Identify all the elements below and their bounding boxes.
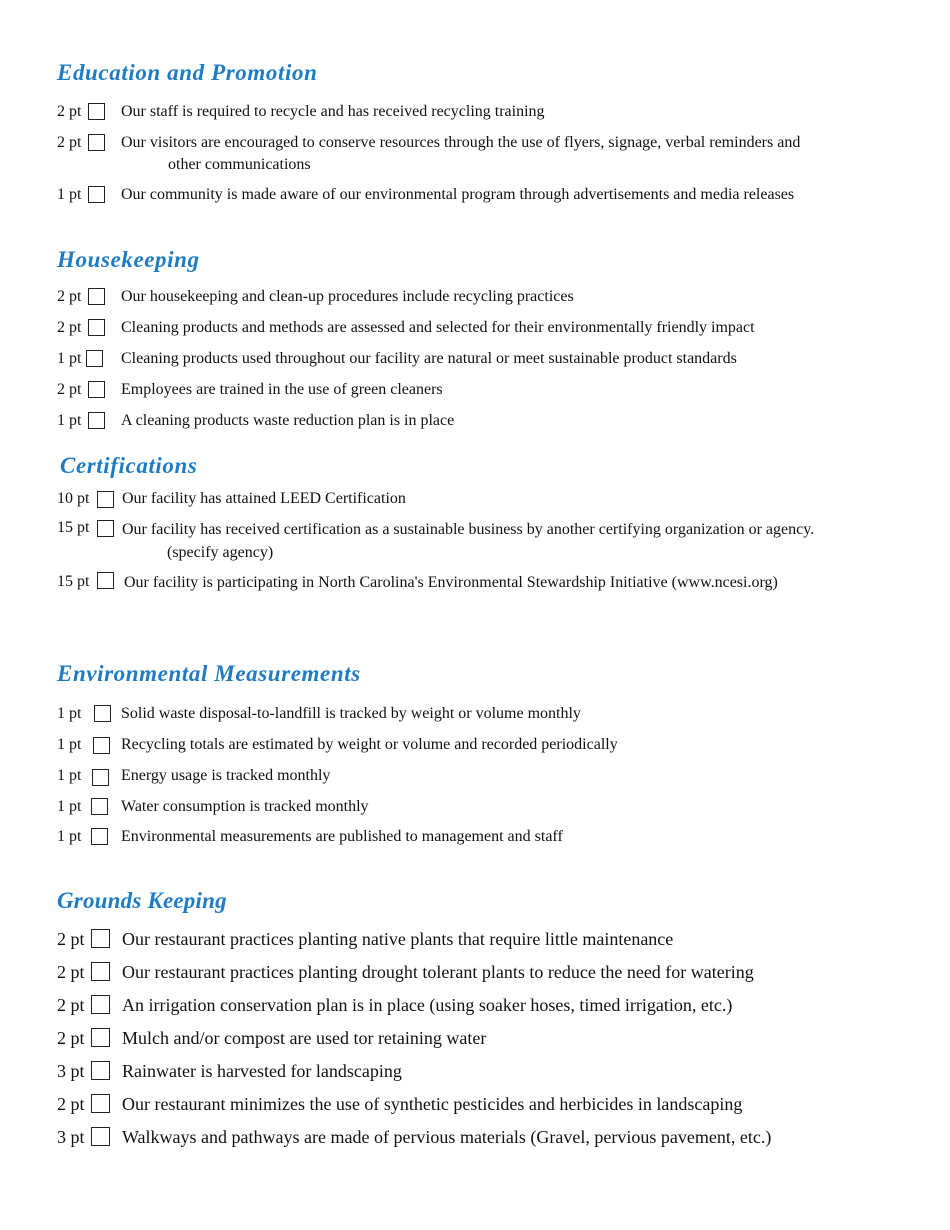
item-text: Solid waste disposal-to-landfill is tracked by weight or volume monthly bbox=[121, 705, 581, 722]
item-text: Walkways and pathways are made of pervious materials (Gravel, pervious pavement, etc.) bbox=[122, 1127, 772, 1147]
checkbox[interactable] bbox=[88, 134, 105, 151]
item-text: Our restaurant practices planting drought tolerant plants to reduce the need for watering bbox=[122, 962, 754, 982]
points-label: 2 pt bbox=[57, 1028, 85, 1048]
item-text: Mulch and/or compost are used tor retaining water bbox=[122, 1028, 487, 1048]
item-text: A cleaning products waste reduction plan is in place bbox=[121, 412, 455, 429]
item-text: Our housekeeping and clean-up procedures include recycling practices bbox=[121, 288, 574, 305]
item-text: Our facility has attained LEED Certification bbox=[122, 490, 406, 507]
section-title-environmental-measurements: Environmental Measurements bbox=[57, 661, 361, 686]
points-label: 15 pt bbox=[57, 519, 90, 536]
checkbox[interactable] bbox=[91, 995, 110, 1014]
checkbox[interactable] bbox=[97, 491, 114, 508]
points-label: 2 pt bbox=[57, 381, 82, 398]
points-label: 1 pt bbox=[57, 798, 82, 815]
checkbox[interactable] bbox=[97, 520, 114, 537]
item-text: Recycling totals are estimated by weight or volume and recorded periodically bbox=[121, 736, 618, 753]
points-label: 3 pt bbox=[57, 1061, 85, 1081]
points-label: 1 pt bbox=[57, 350, 82, 367]
checkbox[interactable] bbox=[91, 1127, 110, 1146]
points-label: 1 pt bbox=[57, 767, 82, 784]
points-label: 1 pt bbox=[57, 186, 82, 203]
checkbox[interactable] bbox=[91, 962, 110, 981]
points-label: 2 pt bbox=[57, 288, 82, 305]
checkbox[interactable] bbox=[88, 288, 105, 305]
checkbox[interactable] bbox=[91, 1028, 110, 1047]
checkbox[interactable] bbox=[88, 412, 105, 429]
checkbox[interactable] bbox=[91, 798, 108, 815]
checkbox[interactable] bbox=[94, 705, 111, 722]
item-text-continuation: (specify agency) bbox=[167, 544, 274, 561]
item-text: Energy usage is tracked monthly bbox=[121, 767, 331, 784]
points-label: 15 pt bbox=[57, 573, 90, 590]
points-label: 1 pt bbox=[57, 736, 82, 753]
item-text: Water consumption is tracked monthly bbox=[121, 798, 369, 815]
item-text: Our staff is required to recycle and has received recycling training bbox=[121, 103, 545, 120]
section-title-education: Education and Promotion bbox=[57, 60, 318, 85]
section-title-housekeeping: Housekeeping bbox=[57, 247, 200, 272]
checkbox[interactable] bbox=[86, 350, 103, 367]
checkbox[interactable] bbox=[97, 572, 114, 589]
item-text: Cleaning products used throughout our facility are natural or meet sustainable product standards bbox=[121, 350, 737, 367]
item-text: Employees are trained in the use of green cleaners bbox=[121, 381, 443, 398]
checkbox[interactable] bbox=[91, 929, 110, 948]
points-label: 1 pt bbox=[57, 412, 82, 429]
points-label: 2 pt bbox=[57, 319, 82, 336]
checkbox[interactable] bbox=[92, 769, 109, 786]
points-label: 2 pt bbox=[57, 929, 85, 949]
item-text: Our facility has received certification as a sustainable business by another certifying organization or agency. bbox=[122, 521, 815, 538]
section-title-grounds-keeping: Grounds Keeping bbox=[57, 888, 227, 913]
item-text: Our restaurant minimizes the use of synthetic pesticides and herbicides in landscaping bbox=[122, 1094, 743, 1114]
checkbox[interactable] bbox=[91, 1094, 110, 1113]
item-text: An irrigation conservation plan is in place (using soaker hoses, timed irrigation, etc.) bbox=[122, 995, 733, 1015]
points-label: 3 pt bbox=[57, 1127, 85, 1147]
item-text: Cleaning products and methods are assessed and selected for their environmentally friendly impact bbox=[121, 319, 755, 336]
checkbox[interactable] bbox=[88, 319, 105, 336]
points-label: 2 pt bbox=[57, 134, 82, 151]
points-label: 2 pt bbox=[57, 103, 82, 120]
points-label: 1 pt bbox=[57, 705, 82, 722]
checkbox[interactable] bbox=[88, 103, 105, 120]
section-title-certifications: Certifications bbox=[60, 453, 198, 478]
item-text: Our facility is participating in North Carolina's Environmental Stewardship Initiative (www.ncesi.org) bbox=[124, 574, 778, 591]
item-text: Our community is made aware of our environmental program through advertisements and media releases bbox=[121, 186, 795, 203]
points-label: 10 pt bbox=[57, 490, 90, 507]
points-label: 2 pt bbox=[57, 962, 85, 982]
points-label: 1 pt bbox=[57, 828, 82, 845]
item-text: Our restaurant practices planting native plants that require little maintenance bbox=[122, 929, 674, 949]
item-text: Rainwater is harvested for landscaping bbox=[122, 1061, 402, 1081]
checkbox[interactable] bbox=[91, 828, 108, 845]
points-label: 2 pt bbox=[57, 1094, 85, 1114]
checkbox[interactable] bbox=[91, 1061, 110, 1080]
item-text: Our visitors are encouraged to conserve resources through the use of flyers, signage, verbal reminders and bbox=[121, 134, 801, 151]
checkbox[interactable] bbox=[88, 186, 105, 203]
points-label: 2 pt bbox=[57, 995, 85, 1015]
item-text-continuation: other communications bbox=[168, 156, 311, 173]
checkbox[interactable] bbox=[88, 381, 105, 398]
item-text: Environmental measurements are published to management and staff bbox=[121, 828, 563, 845]
checkbox[interactable] bbox=[93, 737, 110, 754]
